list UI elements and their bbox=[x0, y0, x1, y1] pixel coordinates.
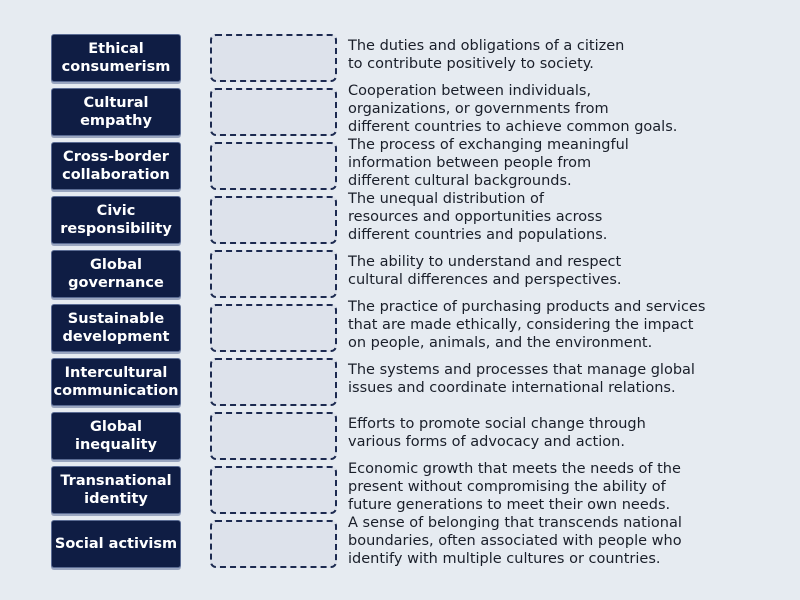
term-tile-civic-responsibility[interactable]: Civic responsibility bbox=[51, 196, 181, 244]
match-row bbox=[0, 83, 800, 136]
answer-drop-slot[interactable] bbox=[210, 142, 337, 190]
term-tile-intercultural-communication[interactable]: Intercultural communication bbox=[51, 358, 181, 406]
match-row bbox=[0, 358, 800, 406]
match-row bbox=[0, 250, 800, 298]
term-tile-transnational-identity[interactable]: Transnational identity bbox=[51, 466, 181, 514]
definition-text: The systems and processes that manage global issues and coordinate international relations. bbox=[348, 362, 695, 396]
answer-drop-slot[interactable] bbox=[210, 196, 337, 244]
definition-text: Efforts to promote social change through various forms of advocacy and action. bbox=[348, 416, 646, 450]
answer-drop-slot[interactable] bbox=[210, 520, 337, 568]
definition-text: The unequal distribution of resources and opportunities across different countries and populations. bbox=[348, 191, 608, 243]
definition-text: The ability to understand and respect cultural differences and perspectives. bbox=[348, 254, 622, 288]
term-tile-cross-border-collaboration[interactable]: Cross-border collaboration bbox=[51, 142, 181, 190]
answer-drop-slot[interactable] bbox=[210, 304, 337, 352]
term-tile-cultural-empathy[interactable]: Cultural empathy bbox=[51, 88, 181, 136]
answer-drop-slot[interactable] bbox=[210, 88, 337, 136]
answer-drop-slot[interactable] bbox=[210, 466, 337, 514]
definition-text: The process of exchanging meaningful information between people from different cultural backgrounds. bbox=[348, 137, 629, 189]
match-row bbox=[0, 137, 800, 190]
answer-drop-slot[interactable] bbox=[210, 358, 337, 406]
match-row bbox=[0, 461, 800, 514]
match-row bbox=[0, 412, 800, 460]
match-row bbox=[0, 299, 800, 352]
match-row bbox=[0, 515, 800, 568]
term-tile-social-activism[interactable]: Social activism bbox=[51, 520, 181, 568]
answer-drop-slot[interactable] bbox=[210, 250, 337, 298]
answer-drop-slot[interactable] bbox=[210, 34, 337, 82]
term-tile-ethical-consumerism[interactable]: Ethical consumerism bbox=[51, 34, 181, 82]
definition-text: A sense of belonging that transcends national boundaries, often associated with people who identify with multiple cultures or countries. bbox=[348, 515, 682, 567]
definition-text: Cooperation between individuals, organizations, or governments from different countries to achieve common goals. bbox=[348, 83, 678, 135]
match-row bbox=[0, 34, 800, 82]
definition-text: The practice of purchasing products and services that are made ethically, considering the impact on people, animals, and the environment. bbox=[348, 299, 706, 351]
term-tile-global-governance[interactable]: Global governance bbox=[51, 250, 181, 298]
definition-text: The duties and obligations of a citizen to contribute positively to society. bbox=[348, 38, 625, 72]
term-tile-global-inequality[interactable]: Global inequality bbox=[51, 412, 181, 460]
definition-text: Economic growth that meets the needs of the present without compromising the ability of future generations to meet their own needs. bbox=[348, 461, 681, 513]
answer-drop-slot[interactable] bbox=[210, 412, 337, 460]
term-tile-sustainable-development[interactable]: Sustainable development bbox=[51, 304, 181, 352]
match-row bbox=[0, 191, 800, 244]
